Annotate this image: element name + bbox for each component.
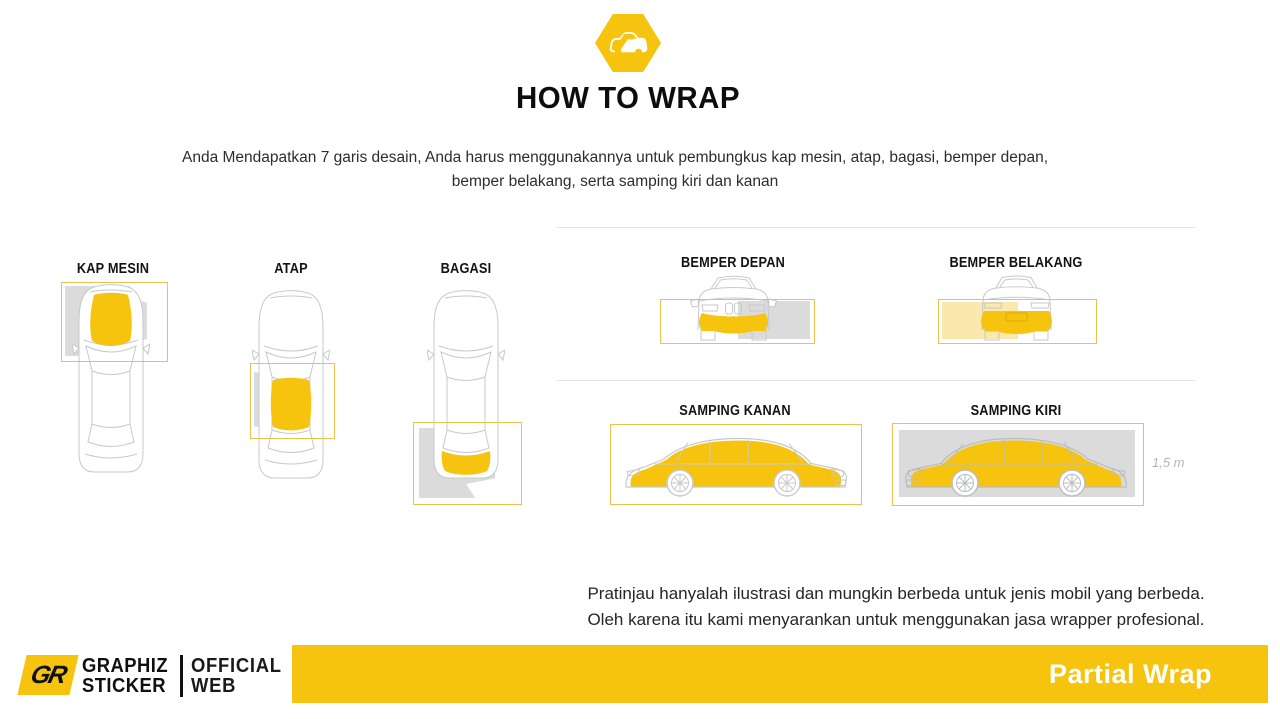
divider-top bbox=[557, 227, 1195, 228]
page-title: HOW TO WRAP bbox=[516, 80, 740, 115]
car-glyph-icon bbox=[607, 29, 649, 57]
footer-banner bbox=[292, 645, 1268, 703]
car-top-view-bagasi bbox=[427, 288, 505, 484]
brand-logo-mark bbox=[17, 655, 78, 695]
label-kap-mesin: KAP MESIN bbox=[76, 261, 150, 277]
brand-official-top: OFFICIAL bbox=[191, 655, 282, 677]
label-samping-kiri: SAMPING KIRI bbox=[970, 403, 1062, 419]
car-hexagon-icon bbox=[595, 14, 661, 72]
disclaimer-line-1: Pratinjau hanyalah ilustrasi dan mungkin berbeda untuk jenis mobil yang berbeda. bbox=[587, 584, 1205, 603]
label-atap: ATAP bbox=[274, 261, 308, 277]
figure-bemper-belakang bbox=[930, 272, 1100, 350]
measurement-label: 1,5 m bbox=[1152, 455, 1185, 470]
car-rear-view bbox=[968, 274, 1065, 344]
brand-divider bbox=[180, 655, 183, 697]
figure-samping-kiri bbox=[892, 423, 1144, 506]
brand-name-bottom: STICKER bbox=[82, 675, 166, 697]
brand-name bbox=[82, 656, 176, 696]
figure-samping-kanan bbox=[610, 424, 862, 505]
intro-line-2: bemper belakang, serta samping kiri dan kanan bbox=[451, 173, 779, 190]
label-bemper-depan: BEMPER DEPAN bbox=[681, 255, 785, 271]
label-samping-kanan: SAMPING KANAN bbox=[679, 403, 791, 419]
disclaimer-note bbox=[540, 581, 1252, 633]
footer-banner-label: Partial Wrap bbox=[1048, 659, 1212, 689]
intro-text bbox=[95, 146, 1135, 194]
figure-atap bbox=[226, 260, 356, 485]
car-side-view-right bbox=[618, 431, 852, 497]
brand-official bbox=[191, 656, 290, 696]
samping-kiri-gray-backdrop bbox=[899, 430, 1135, 497]
car-front-view bbox=[685, 274, 782, 344]
car-top-view-atap bbox=[252, 288, 330, 484]
figure-kap-mesin bbox=[48, 260, 178, 485]
intro-line-1: Anda Mendapatkan 7 garis desain, Anda harus menggunakannya untuk pembungkus kap mesin, atap, bagasi, bemper depan, bbox=[181, 149, 1048, 166]
car-top-view-kap-mesin bbox=[72, 282, 150, 478]
label-bagasi: BAGASI bbox=[440, 261, 492, 277]
figure-bemper-depan bbox=[650, 272, 820, 350]
disclaimer-line-2: Oleh karena itu kami menyarankan untuk menggunakan jasa wrapper profesional. bbox=[587, 610, 1205, 629]
brand-name-top: GRAPHIZ bbox=[82, 655, 169, 677]
brand-logo-initials: GR bbox=[28, 660, 69, 689]
figure-bagasi bbox=[403, 260, 533, 510]
car-side-view-left bbox=[900, 431, 1134, 497]
label-bemper-belakang: BEMPER BELAKANG bbox=[949, 255, 1083, 271]
divider-middle bbox=[557, 380, 1195, 381]
brand-official-bottom: WEB bbox=[191, 675, 237, 697]
